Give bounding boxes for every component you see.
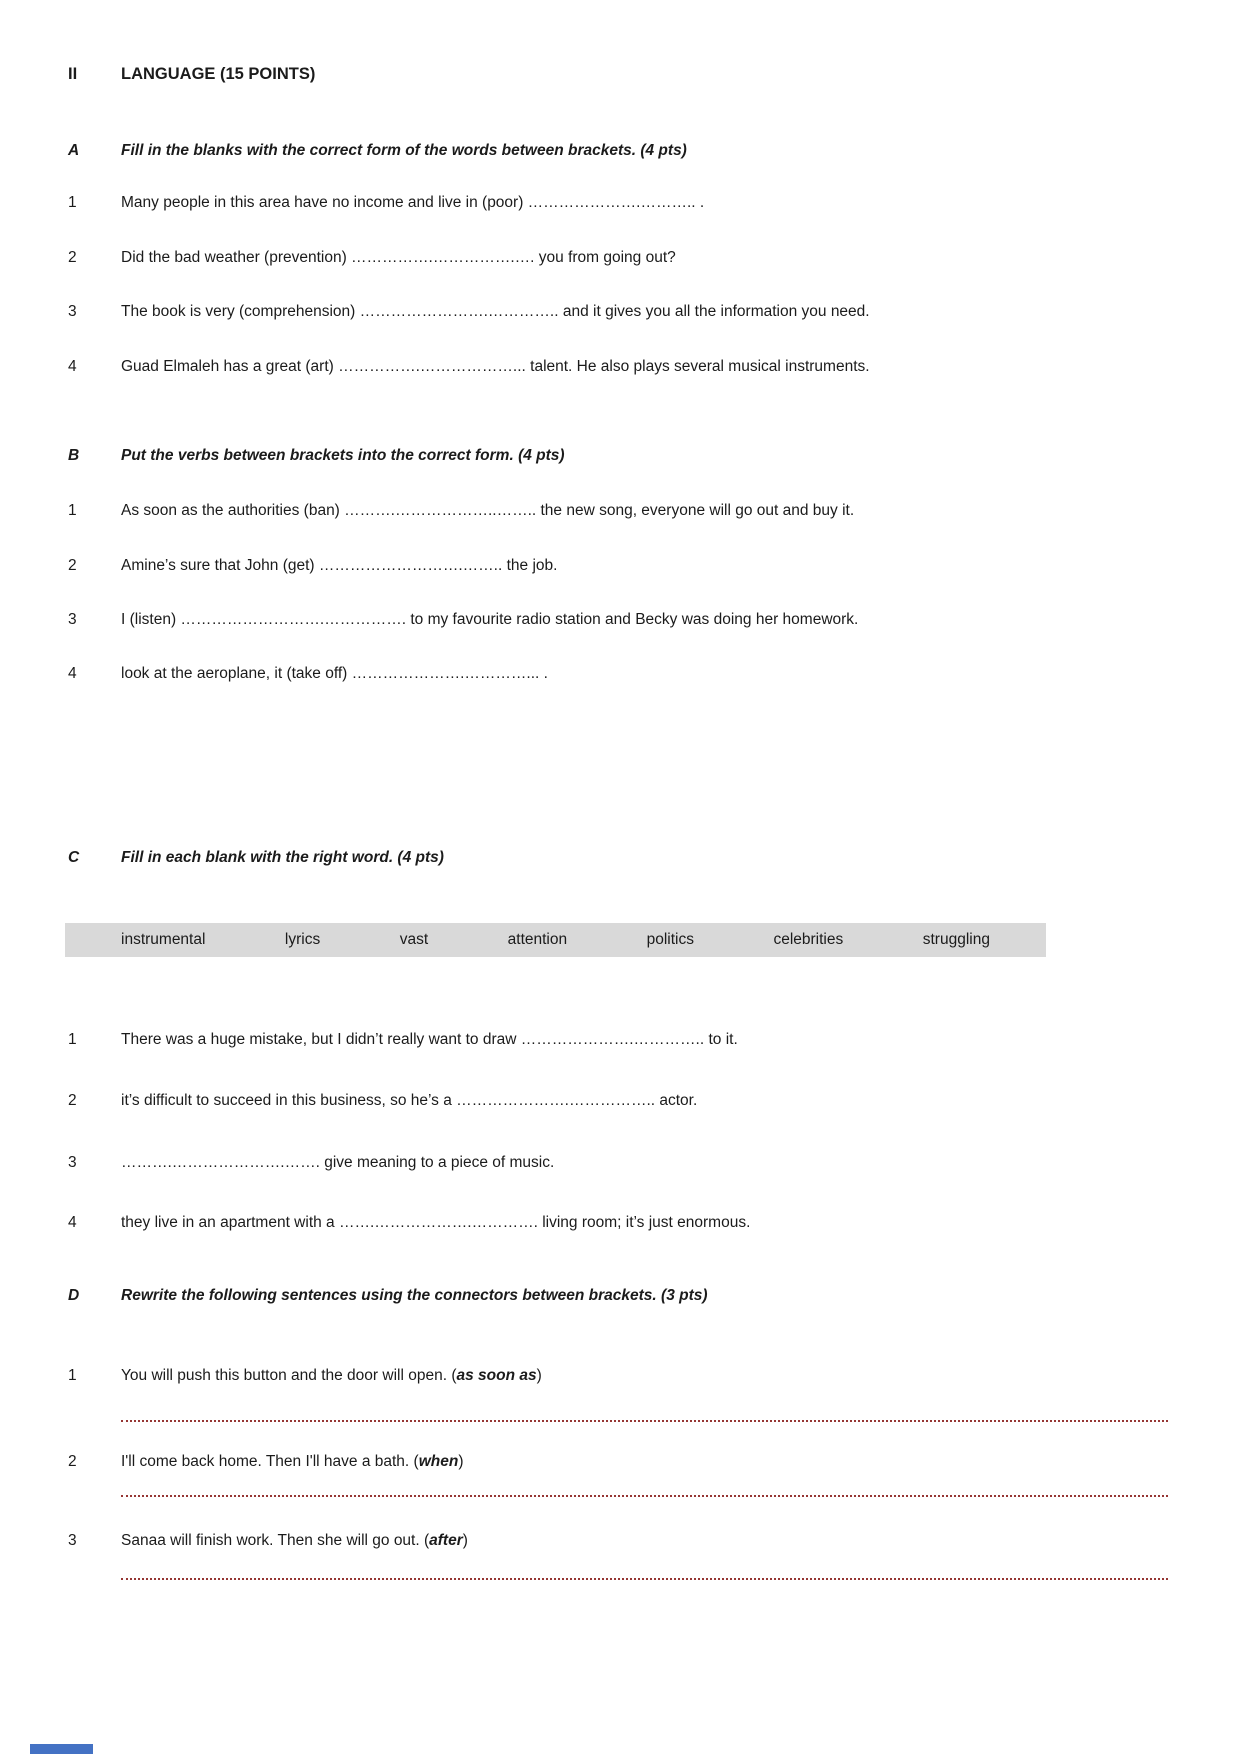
connector-word: after [429,1532,463,1549]
item-text [121,1452,464,1471]
item-text: ……….………………….……. give meaning to a piece of music. [121,1154,555,1171]
answer-line [121,1578,1168,1580]
sentence-text: You will push this button and the door will open. ( [121,1367,457,1384]
item-text: Did the bad weather (prevention) …………….…………….…. you from going out? [121,249,676,266]
footer-accent-bar [30,1744,93,1754]
section-b-heading-text: Put the verbs between brackets into the correct form. (4 pts) [121,447,565,464]
section-a-item-3 [68,302,1200,321]
section-d-item-1 [68,1366,1200,1385]
section-a-heading [68,141,1200,160]
answer-line [121,1495,1168,1497]
section-b-letter: B [68,447,80,464]
item-number: 1 [68,1031,77,1048]
word-bank-word: struggling [922,931,990,948]
section-c-item-3 [68,1153,1200,1172]
item-text: Many people in this area have no income and live in (poor) ………………….……….. . [121,194,705,211]
item-number: 3 [68,1532,77,1549]
item-text [121,1531,468,1550]
item-number: 1 [68,502,77,519]
item-text: The book is very (comprehension) …………………….………….. and it gives you all the information you need. [121,303,870,320]
item-number: 3 [68,1154,77,1171]
connector-word: as soon as [456,1367,537,1384]
word-bank-word: politics [646,931,694,948]
word-bank [65,923,1046,957]
item-text: I (listen) ……………………….……………. to my favourite radio station and Becky was doing her homework. [121,611,859,628]
section-d-heading-text: Rewrite the following sentences using the connectors between brackets. (3 pts) [121,1287,708,1304]
item-number: 4 [68,1214,77,1231]
page-title-text: LANGUAGE (15 POINTS) [121,65,316,83]
section-c-heading-text: Fill in each blank with the right word. (4 pts) [121,849,444,866]
word-bank-word: celebrities [773,931,844,948]
section-d-heading [68,1286,1200,1305]
section-c-item-4 [68,1213,1200,1232]
item-number: 4 [68,358,77,375]
item-text [121,1366,542,1385]
item-number: 3 [68,303,77,320]
item-number: 3 [68,611,77,628]
section-a-item-1 [68,193,1200,212]
section-c-heading [68,848,1200,867]
item-text: look at the aeroplane, it (take off) ………………….…………... . [121,665,548,682]
sentence-text: I'll come back home. Then I'll have a bath. ( [121,1453,419,1470]
section-a-heading-text: Fill in the blanks with the correct form of the words between brackets. (4 pts) [121,142,687,159]
section-c-letter: C [68,849,80,866]
section-a-letter: A [68,142,80,159]
page-numeral: II [68,65,78,83]
item-number: 2 [68,249,77,266]
section-b-item-1 [68,501,1200,520]
word-bank-word: instrumental [121,931,206,948]
item-text: Guad Elmaleh has a great (art) …………….………………... talent. He also plays several musical instruments. [121,358,870,375]
sentence-text: ) [536,1367,542,1384]
item-text: they live in an apartment with a …….……………….…………. living room; it’s just enormous. [121,1214,751,1231]
item-number: 1 [68,194,77,211]
sentence-text: Sanaa will finish work. Then she will go out. ( [121,1532,430,1549]
section-b-item-4 [68,664,1200,683]
page-title [68,64,1200,85]
word-bank-word: attention [507,931,568,948]
item-number: 1 [68,1367,77,1384]
section-a-item-4 [68,357,1200,376]
word-bank-word: lyrics [284,931,321,948]
sentence-text: ) [462,1532,468,1549]
item-number: 4 [68,665,77,682]
item-text: As soon as the authorities (ban) ……….………………..…….. the new song, everyone will go out and buy it. [121,502,855,519]
item-number: 2 [68,557,77,574]
item-text: There was a huge mistake, but I didn’t really want to draw ………………….………….. to it. [121,1031,738,1048]
word-bank-word: vast [399,931,429,948]
section-d-letter: D [68,1287,80,1304]
sentence-text: ) [458,1453,464,1470]
section-c-item-1 [68,1030,1200,1049]
section-d-item-3 [68,1531,1200,1550]
item-number: 2 [68,1453,77,1470]
section-d-item-2 [68,1452,1200,1471]
answer-line [121,1420,1168,1422]
section-c-item-2 [68,1091,1200,1110]
item-number: 2 [68,1092,77,1109]
connector-word: when [418,1453,459,1470]
section-b-item-2 [68,556,1200,575]
item-text: it’s difficult to succeed in this business, so he’s a ………………….…………….. actor. [121,1092,698,1109]
section-b-heading [68,446,1200,465]
item-text: Amine’s sure that John (get) ……………………….…….. the job. [121,557,558,574]
section-b-item-3 [68,610,1200,629]
section-a-item-2 [68,248,1200,267]
